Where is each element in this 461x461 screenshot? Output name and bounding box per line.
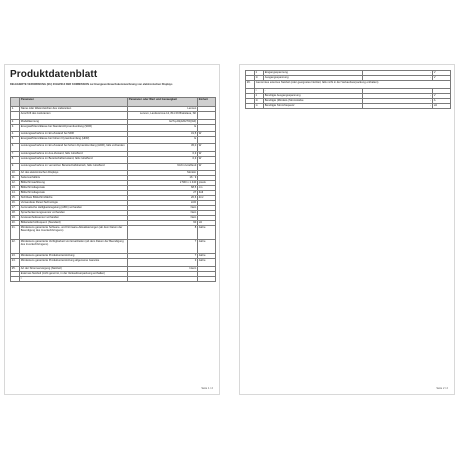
datasheet-page-2 xyxy=(239,64,455,395)
unit-cell: Zoll xyxy=(198,191,216,196)
value-cell: 60 xyxy=(128,221,198,226)
row-number: 16. xyxy=(11,201,20,206)
table-row xyxy=(11,226,216,240)
parameter-cell: Mindestens garantierte Produktunterstützung xyxy=(20,254,128,259)
unit-cell: W xyxy=(198,164,216,171)
value-cell: 8 xyxy=(128,226,198,240)
unit-cell: W xyxy=(198,152,216,157)
value-cell: 3 xyxy=(128,259,198,267)
row-number: 1. xyxy=(11,107,20,112)
parameter-cell: Verwendete Panel-Technologie xyxy=(20,201,128,206)
unit-cell: dm² xyxy=(198,196,216,201)
table-row xyxy=(11,157,216,164)
row-number: 15. xyxy=(11,196,20,201)
value-cell: 0,3 xyxy=(128,152,198,157)
row-number: 25. xyxy=(11,267,20,272)
parameter-cell: Name oder Warenzeichen des Lieferanten xyxy=(20,107,128,112)
value-cell: Lenovo, Landererova 12, 811 09 Bratislava, SK xyxy=(128,112,198,120)
unit-cell: Jahre xyxy=(198,226,216,240)
table-row: 26. Genormtes externes Netzteil (oder geeignetes Netzteil, falls nicht in der Verkaufsverpackung enthalten) xyxy=(246,81,451,89)
parameter-cell: Energieeffizienzklasse bei hohem Dynamikumfang (HDR) xyxy=(20,137,128,144)
value-cell: G xyxy=(128,125,198,132)
row-number: 3. xyxy=(11,125,20,132)
table-row: iii Benötigte (Mindest-)Stromstärke - A xyxy=(246,99,451,104)
table-row: iv Benötigte Stromfrequenz - Hz xyxy=(246,104,451,109)
page-title: Produktdatenblatt xyxy=(10,69,98,80)
table-row xyxy=(11,144,216,152)
table-row xyxy=(11,277,216,282)
row-number: 12. xyxy=(11,181,20,186)
row-number: 22. xyxy=(11,240,20,254)
parameter-cell: Bildschirmauflösung xyxy=(20,181,128,186)
table-row xyxy=(11,112,216,120)
unit-cell xyxy=(198,277,216,282)
parameter-cell: Leistungsaufnahme im Ein-Zustand bei SDR xyxy=(20,132,128,137)
row-number: 9. xyxy=(11,164,20,171)
table-row: iii Ausgangsspannung - V xyxy=(246,76,451,81)
value-cell: Nein xyxy=(128,216,198,221)
value-cell: 68,5 xyxy=(128,186,198,191)
value-cell: Nicht zutreffend xyxy=(128,164,198,171)
value-cell: Monitor xyxy=(128,171,198,176)
parameter-cell: Modellkennung xyxy=(20,120,128,125)
row-number: 24. xyxy=(11,259,20,267)
value-cell: Lenovo xyxy=(128,107,198,112)
unit-cell: W xyxy=(198,144,216,152)
parameter-cell: Mindestens garantierte Verfügbarkeit von Ersatzteilen (ab dem Datum der Beendigung des Inverkehrbringens) xyxy=(20,240,128,254)
parameter-cell: Bildschirmdiagonale xyxy=(20,186,128,191)
value-cell: 7 xyxy=(128,254,198,259)
row-number xyxy=(11,277,20,282)
table-row: ii Eingangsspannung - V xyxy=(246,71,451,76)
unit-cell: cm xyxy=(198,186,216,191)
value-cell: G xyxy=(128,137,198,144)
row-number: 20. xyxy=(11,221,20,226)
regulation-reference: DELEGIERTE VERORDNUNG (EU) 2019/2013 DER KOMMISSION zur Energieverbrauchskennzeichnung von elektronischen Displays xyxy=(10,83,173,86)
parameter-cell: Mindestens garantierte Produktunterstützung allgemeine Garantie xyxy=(20,259,128,267)
row-number: 17. xyxy=(11,206,20,211)
header-unit: Einheit xyxy=(198,98,216,107)
datasheet-page-1 xyxy=(4,64,220,395)
unit-cell: Jahre xyxy=(198,259,216,267)
value-cell: 16 : 9 xyxy=(128,176,198,181)
unit-cell: W xyxy=(198,157,216,164)
parameter-cell: Art des elektronischen Displays xyxy=(20,171,128,176)
value-cell: 31,5 xyxy=(128,132,198,137)
row-number: 8. xyxy=(11,157,20,164)
table-row xyxy=(11,164,216,171)
value-cell: G27q-20(A20270QG0) xyxy=(128,120,198,125)
table-row xyxy=(11,259,216,267)
parameter-cell: Leistungsaufnahme im vernetzten Bereitschaftsbetrieb, falls zutreffend xyxy=(20,164,128,171)
value-cell: 20,6 xyxy=(128,196,198,201)
row-number: 6. xyxy=(11,144,20,152)
row-number: 13. xyxy=(11,186,20,191)
value-cell: 27 xyxy=(128,191,198,196)
table-row xyxy=(11,125,216,132)
page-number: Seite 1 / 2 xyxy=(201,387,213,390)
parameter-cell: i xyxy=(20,277,128,282)
parameter-cell: Externes Netzteil (nicht genormt, in der Verkaufsverpackung enthalten) xyxy=(20,272,128,277)
power-supply-table xyxy=(245,70,451,109)
value-cell: 45,0 xyxy=(128,144,198,152)
table-row: ii Benötigte Ausgangsspannung - V xyxy=(246,94,451,99)
row-number: 14. xyxy=(11,191,20,196)
parameter-cell: Art der Stromversorgung (Netzteil) xyxy=(20,267,128,272)
row-number: 18. xyxy=(11,211,20,216)
parameter-cell: Sichtbare Bildschirmfläche xyxy=(20,196,128,201)
value-cell: 0,3 xyxy=(128,157,198,164)
row-number: 5. xyxy=(11,137,20,144)
value-cell: 7 xyxy=(128,240,198,254)
value-cell: Nein xyxy=(128,206,198,211)
row-number: 19. xyxy=(11,216,20,221)
table-row xyxy=(11,137,216,144)
parameter-cell: Anwesenheitssensor vorhanden xyxy=(20,216,128,221)
table-row xyxy=(11,240,216,254)
parameter-cell: Leistungsaufnahme im Bereitschaftszustand, falls zutreffend xyxy=(20,157,128,164)
parameter-cell: Spracherkennungssensor vorhanden xyxy=(20,211,128,216)
parameter-table xyxy=(10,97,216,282)
parameter-cell: Leistungsaufnahme im Ein-Zustand bei hohem Dynamikumfang (HDR), falls vorhanden xyxy=(20,144,128,152)
header-number xyxy=(11,98,20,107)
parameter-cell: Leistungsaufnahme im Aus-Zustand, falls zutreffend xyxy=(20,152,128,157)
value-cell: Nein xyxy=(128,211,198,216)
value-cell: Intern xyxy=(128,267,198,272)
parameter-cell: Bildschirmdiagonale xyxy=(20,191,128,196)
unit-cell: W xyxy=(198,132,216,137)
row-number: 23. xyxy=(11,254,20,259)
unit-cell: Hz xyxy=(198,221,216,226)
row-number: 21. xyxy=(11,226,20,240)
value-cell: 2 560 x 1 440 xyxy=(128,181,198,186)
parameter-cell: Anschrift des Lieferanten xyxy=(20,112,128,120)
table-header-row xyxy=(11,98,216,107)
parameter-cell: Mindestens garantierte Software- und Firmware-Aktualisierungen (ab dem Datum der Beendigung des Inverkehrbringens) xyxy=(20,226,128,240)
parameter-cell: Automatische Helligkeitsregelung (ABC) vorhanden xyxy=(20,206,128,211)
value-cell xyxy=(128,277,198,282)
row-number: 7. xyxy=(11,152,20,157)
parameter-cell: Energieeffizienzklasse bei Standard-Dynamikumfang (SDR) xyxy=(20,125,128,132)
unit-cell xyxy=(198,137,216,144)
unit-cell: Jahre xyxy=(198,254,216,259)
parameter-cell: Bildwiederholfrequenz (Standard) xyxy=(20,221,128,226)
row-number: 11. xyxy=(11,176,20,181)
table-row: i - xyxy=(246,89,451,94)
unit-cell xyxy=(198,125,216,132)
header-parameter: Parameter xyxy=(20,98,128,107)
unit-cell: pixels xyxy=(198,181,216,186)
value-cell: LCD xyxy=(128,201,198,206)
unit-cell: Jahre xyxy=(198,240,216,254)
header-value: Parameter oder Wert und Genauigkeit xyxy=(128,98,198,107)
unit-cell xyxy=(198,112,216,120)
row-number: 2. xyxy=(11,120,20,125)
row-number: 4. xyxy=(11,132,20,137)
row-number: 10. xyxy=(11,171,20,176)
row-number xyxy=(11,112,20,120)
parameter-cell: Seitenverhältnis xyxy=(20,176,128,181)
page-number: Seite 2 / 2 xyxy=(436,387,448,390)
